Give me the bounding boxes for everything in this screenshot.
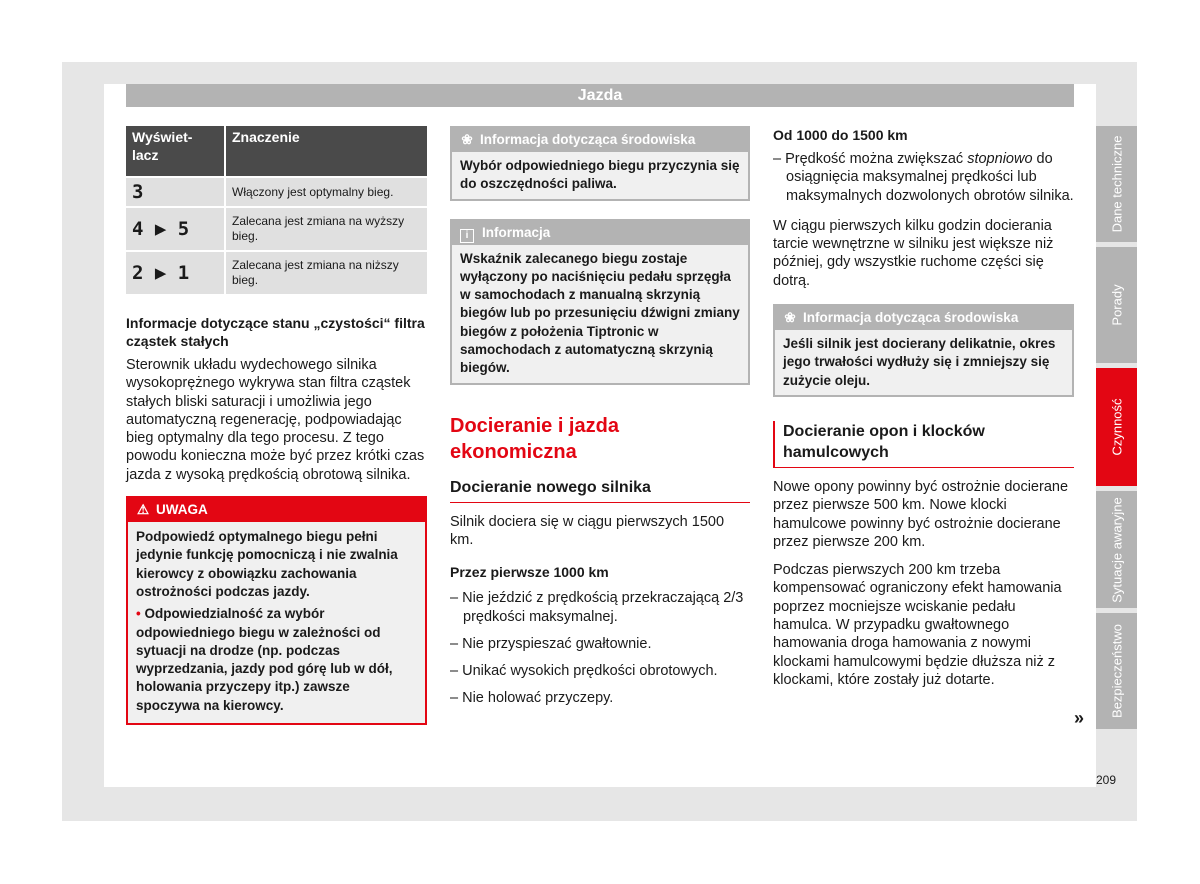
warning-body <box>128 522 425 723</box>
tab-label: Czynność <box>1109 398 1124 456</box>
tab-czynnosc[interactable] <box>1096 368 1137 486</box>
list-item-text: Nie jeździć z prędkością przekraczającą 2/3 prędkości maksymalnej. <box>462 590 744 625</box>
list-item-emphasis: stopniowo <box>967 151 1033 167</box>
info-box <box>450 219 750 385</box>
info-box-title: Informacja <box>482 224 551 240</box>
gear-indicator-table <box>126 126 427 294</box>
warning-text-bullet <box>136 605 417 715</box>
list-item: – Nie jeździć z prędkością przekraczającą 2/3 prędkości maksymalnej. <box>450 590 744 625</box>
list-item-text: do osiągnięcia maksymalnej prędkości lub maksymalnych dozwolonych obrotów silnika. <box>786 151 1074 204</box>
list-item: – Nie przyspieszać gwałtownie. <box>450 635 652 652</box>
list-item: – Prędkość można zwiększać stopniowo do osiągnięcia maksymalnej prędkości lub maksymalnych dozwolonych obrotów silnika. <box>773 151 1074 204</box>
gear-meaning: Zalecana jest zmiana na niższy bieg. <box>225 251 427 294</box>
environment-box-title: Informacja dotycząca środowiska <box>803 310 1019 326</box>
warning-text: Odpowiedzialność za wybór odpowiedniego biegu w zależności od sytuacji na drodze (np. podczas wyprzedzania, jazdy pod górę lub w dół, holowania przyczepy itp.) zawsze spoczywa na kierowcy. <box>136 606 393 713</box>
tab-label: Bezpieczeństwo <box>1109 624 1124 718</box>
warning-box <box>126 496 427 725</box>
dpf-paragraph: Sterownik układu wydechowego silnika wysokoprężnego wykrywa stan filtra cząstek stałych bliski saturacji i umożliwia jego automatyczną regenerację, podpowiadając bieg optymalny dla tego procesu. Z tego powodu konieczna może być przez krótki czas jazda z wysoką prędkością obrotową silnika. <box>126 357 425 483</box>
info-box-text: Wskaźnik zalecanego biegu zostaje wyłączony po naciśnięciu pedału sprzęgła w samochodach z manualną skrzynią biegów lub po przesunięciu dźwigni zmiany biegów z położenia Tiptronic w samochodach z automatyczną skrzynią biegów. <box>460 250 740 376</box>
gear-meaning: Zalecana jest zmiana na wyższy bieg. <box>225 207 427 251</box>
warning-text: Podpowiedź optymalnego biegu pełni jedynie funkcję pomocniczą i nie zwalnia kierowcy z obowiązku zachowania ostrożności podczas jazdy. <box>136 529 398 599</box>
bullet-marker: • <box>136 606 141 622</box>
environment-box-header <box>775 306 1072 330</box>
page-header: Jazda <box>126 84 1074 107</box>
gear-symbol: 3 <box>126 177 225 207</box>
column-left <box>126 126 427 725</box>
tab-bezpieczenstwo[interactable] <box>1096 613 1137 729</box>
info-icon: i <box>460 229 474 243</box>
range-subheading: Od 1000 do 1500 km <box>773 127 908 143</box>
tab-label: Porady <box>1109 284 1124 326</box>
list-item: – Unikać wysokich prędkości obrotowych. <box>450 663 718 680</box>
intro-paragraph: Silnik dociera się w ciągu pierwszych 1500 km. <box>450 513 725 548</box>
dpf-subheading: Informacje dotyczące stanu „czystości“ filtra cząstek stałych <box>126 315 425 349</box>
flower-icon: ❀ <box>461 132 473 147</box>
environment-box-text: Wybór odpowiedniego biegu przyczynia się do oszczędności paliwa. <box>460 158 740 192</box>
flower-icon: ❀ <box>784 310 796 326</box>
warning-label: UWAGA <box>156 502 208 518</box>
page-number: 209 <box>1096 773 1117 787</box>
list-item-text: Prędkość można zwiększać <box>785 151 968 167</box>
environment-box-title: Informacja dotycząca środowiska <box>480 132 696 147</box>
column-middle <box>450 126 750 717</box>
chapter-heading: Docieranie i jazda ekonomiczna <box>450 414 619 463</box>
gear-meaning: Włączony jest optymalny bieg. <box>225 177 427 207</box>
column-right <box>773 126 1074 699</box>
info-box-header <box>452 221 748 245</box>
tab-porady[interactable] <box>1096 247 1137 363</box>
environment-info-box <box>450 126 750 201</box>
run-in-paragraph: W ciągu pierwszych kilku godzin docierania tarcie wewnętrzne w silniku jest większe niż później, gdy wszystkie ruchome części się dotrą. <box>773 217 1054 289</box>
gear-symbol: 4 ▶ 5 <box>126 207 225 251</box>
environment-box-header <box>452 128 748 152</box>
table-row <box>126 251 427 294</box>
first-1000-subheading: Przez pierwsze 1000 km <box>450 564 609 581</box>
tab-label: Sytuacje awaryjne <box>1109 496 1124 603</box>
tab-sytuacje-awaryjne[interactable] <box>1096 491 1137 608</box>
tires-paragraph: Nowe opony powinny być ostrożnie docierane przez pierwsze 500 km. Nowe klocki hamulcowe powinny być ostrożnie docierane przez pierwsze 200 km. <box>773 478 1069 550</box>
list-item: – Nie holować przyczepy. <box>450 690 614 707</box>
warning-header <box>128 498 425 522</box>
section-heading: Docieranie nowego silnika <box>450 477 750 503</box>
continue-marker: » <box>1074 708 1085 728</box>
table-row <box>126 177 427 207</box>
list-item-text: Nie przyspieszać gwałtownie. <box>462 635 652 652</box>
list-item-text: Unikać wysokich prędkości obrotowych. <box>462 663 718 680</box>
section-heading: Docieranie opon i klocków hamulcowych <box>773 421 1074 468</box>
environment-box-text: Jeśli silnik jest docierany delikatnie, okres jego trwałości wydłuży się i zmniejszy się zużycie oleju. <box>783 336 1056 388</box>
environment-info-box <box>773 304 1074 397</box>
tab-label: Dane techniczne <box>1109 135 1124 233</box>
gear-symbol: 2 ▶ 1 <box>126 251 225 294</box>
table-header-display: Wyświet-lacz <box>126 126 225 177</box>
tab-dane-techniczne[interactable] <box>1096 126 1137 242</box>
table-row <box>126 207 427 251</box>
warning-triangle-icon: ⚠ <box>136 502 150 518</box>
table-header-meaning: Znaczenie <box>225 126 427 177</box>
list-item-text: Nie holować przyczepy. <box>462 690 614 707</box>
brakes-paragraph: Podczas pierwszych 200 km trzeba kompensować ograniczony efekt hamowania poprzez mocniejsze wciskanie pedału hamulca. W przypadku gwałtownego hamowania droga hamowania z nowymi klockami hamulcowymi będzie dłuższa niż z klockami, które zostały już dotarte. <box>773 562 1062 688</box>
